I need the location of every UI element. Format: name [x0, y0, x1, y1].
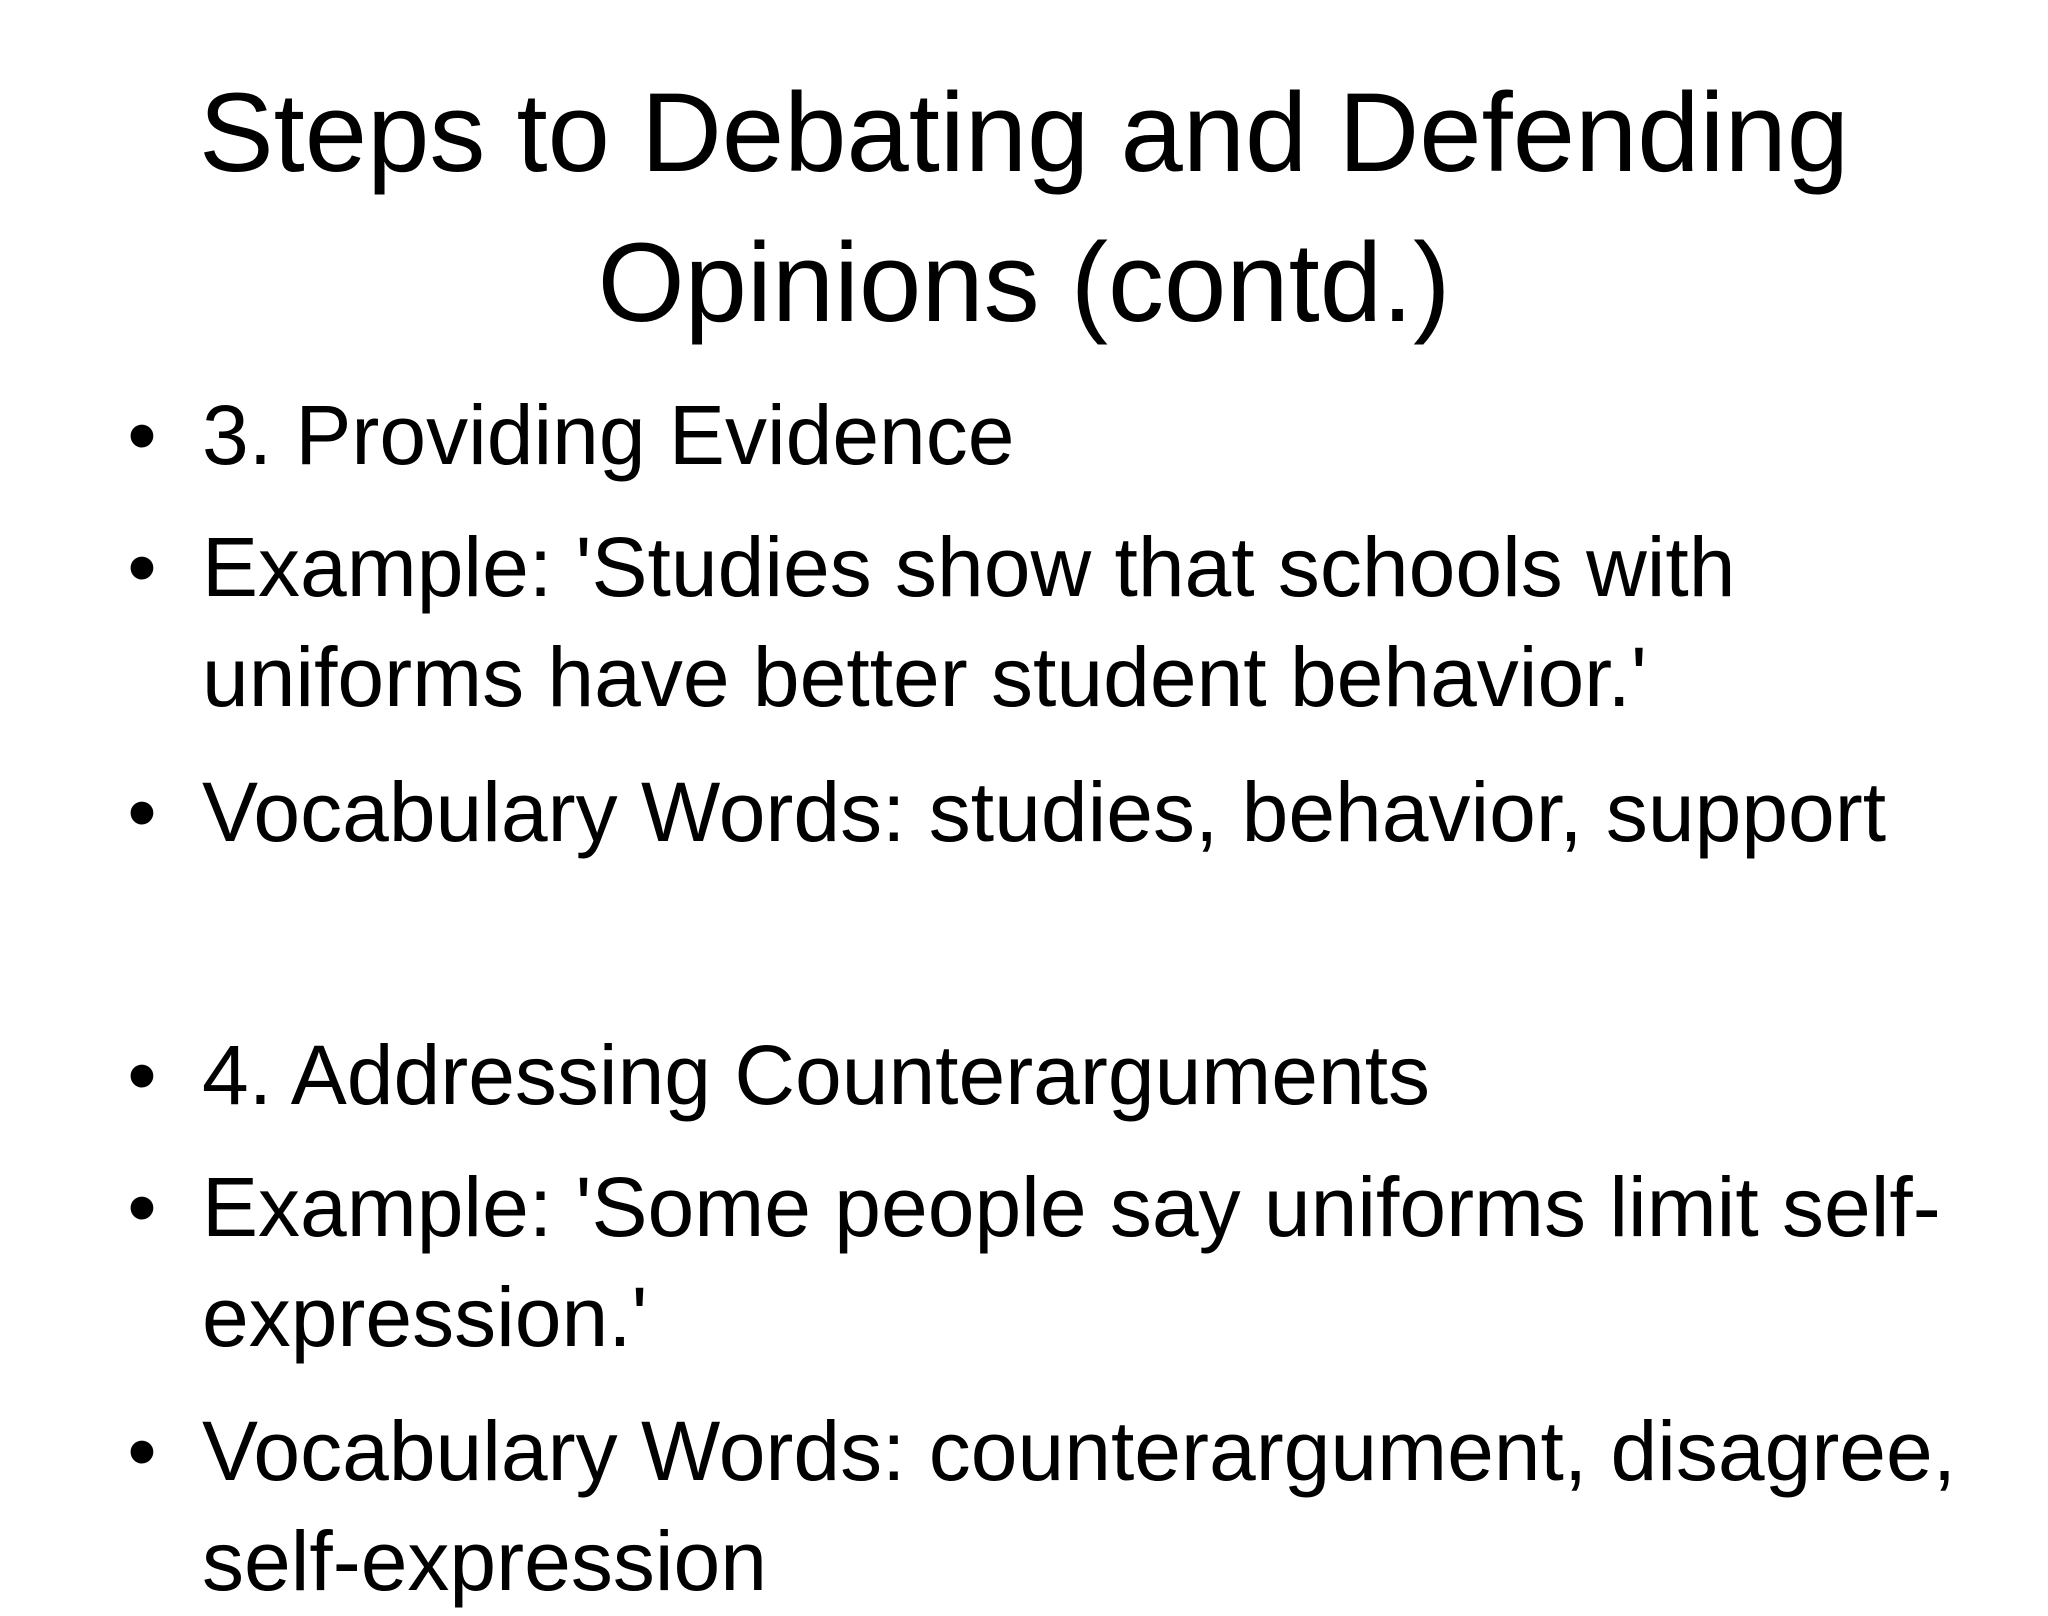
bullet-icon: •: [127, 1028, 157, 1122]
bullet-item-evidence-vocabulary: [127, 757, 1962, 867]
bullet-item-evidence-example: [127, 512, 1962, 732]
bullet-item-providing-evidence: [127, 380, 1962, 490]
bullet-icon: •: [127, 388, 157, 482]
bullet-text: 4. Addressing Counterarguments: [202, 1028, 1431, 1122]
bullet-item-counterargument-example: [127, 1152, 1962, 1372]
bullet-icon: •: [127, 520, 157, 614]
bullet-item-counterargument-vocabulary: [127, 1396, 1962, 1616]
bullet-text: Vocabulary Words: counterargument, disagree, self-expression: [202, 1404, 1957, 1608]
bullet-icon: •: [127, 765, 157, 859]
bullet-text: Example: 'Some people say uniforms limit self-expression.': [202, 1160, 1941, 1364]
bullet-icon: •: [127, 1160, 157, 1254]
slide-title: Steps to Debating and Defending Opinions (contd.): [198, 70, 1850, 345]
bullet-text: 3. Providing Evidence: [202, 388, 1015, 482]
bullet-text: Vocabulary Words: studies, behavior, support: [202, 765, 1887, 859]
bullet-icon: •: [127, 1404, 157, 1498]
bullet-text: Example: 'Studies show that schools with uniforms have better student behavior.': [202, 520, 1736, 724]
bullet-item-addressing-counterarguments: [127, 1020, 1962, 1130]
